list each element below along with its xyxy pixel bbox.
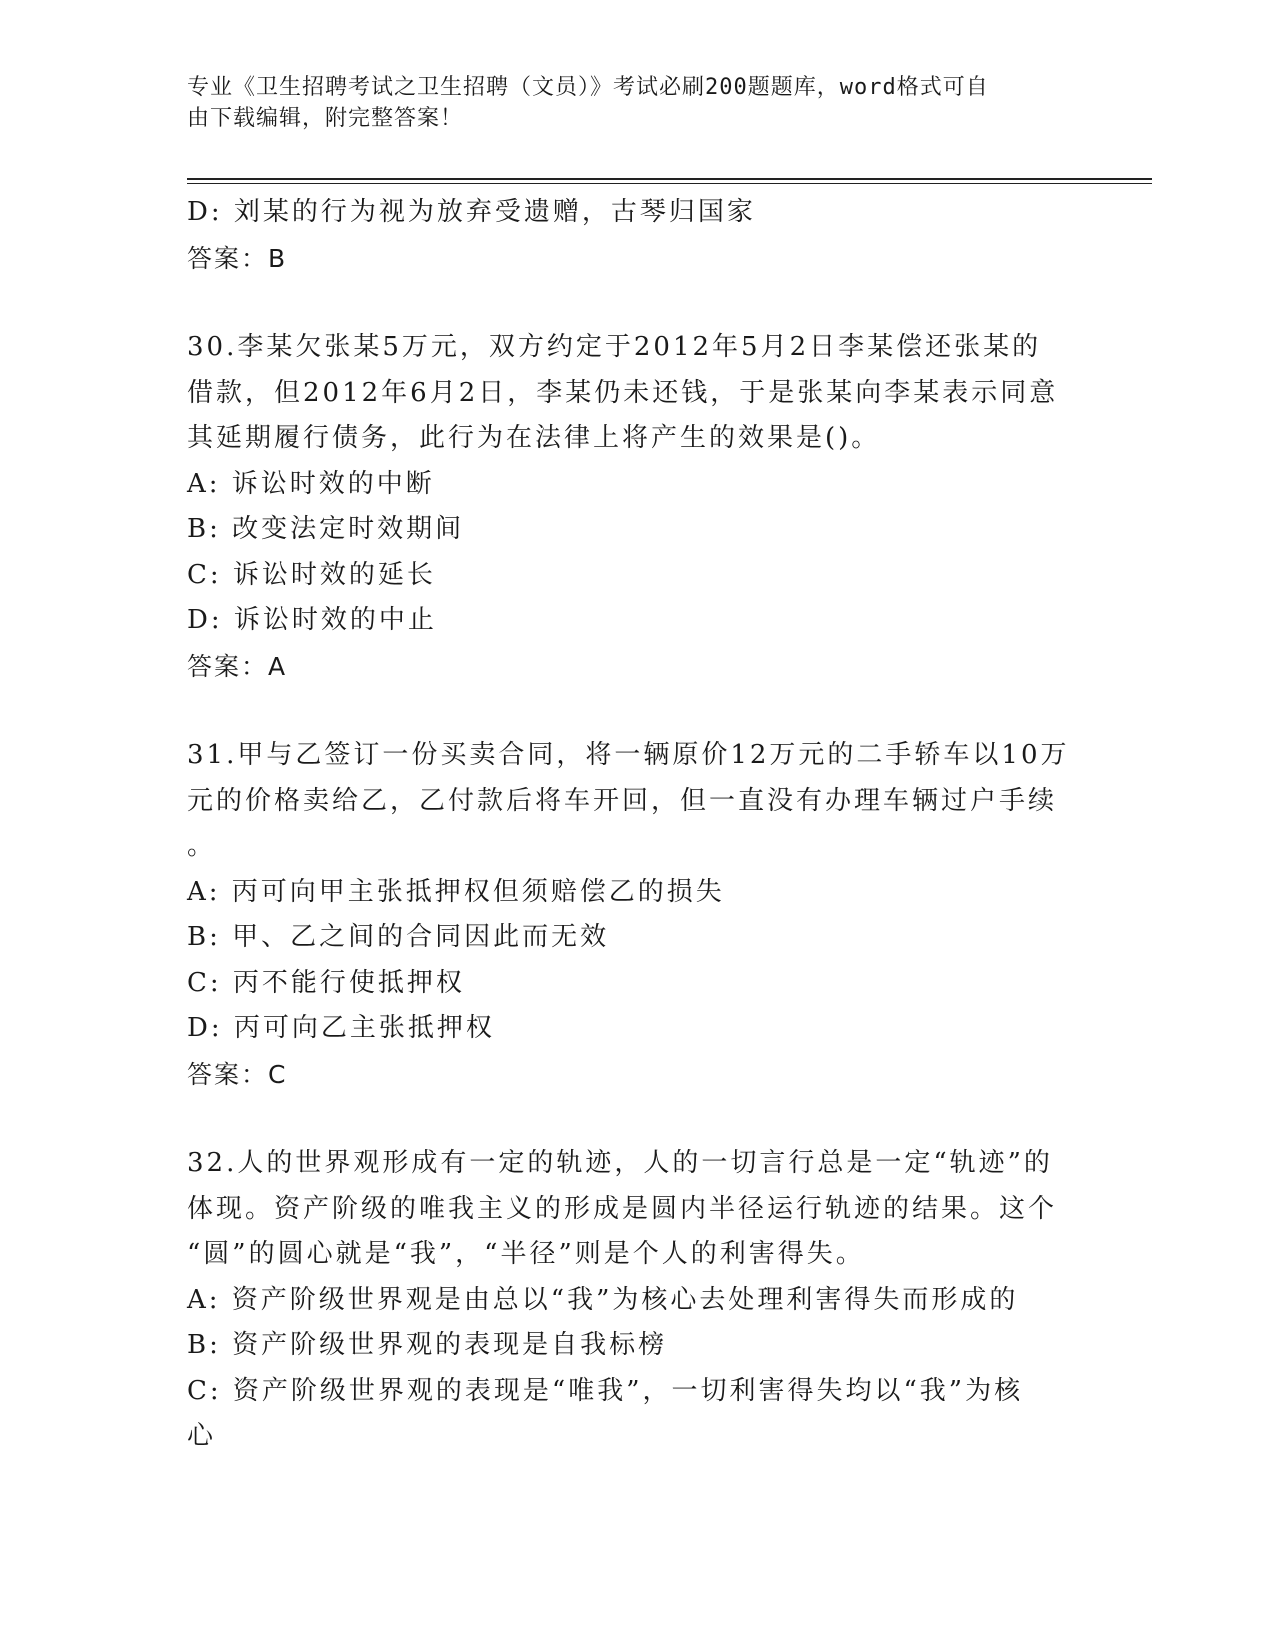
option-b: B: 改变法定时效期间 xyxy=(187,514,465,544)
answer-line: 答案：C xyxy=(187,1059,288,1089)
option-d: D: 丙可向乙主张抵押权 xyxy=(187,1013,495,1043)
question-text-line: 其延期履行债务，此行为在法律上将产生的效果是()。 xyxy=(187,423,881,453)
option-d: D: 诉讼时效的中止 xyxy=(187,605,437,635)
question-31 xyxy=(187,733,1087,1097)
option-b: B: 资产阶级世界观的表现是自我标榜 xyxy=(187,1330,668,1360)
question-32 xyxy=(187,1141,1087,1460)
question-text-line: 借款，但2012年6月2日，李某仍未还钱，于是张某向李某表示同意 xyxy=(187,377,1059,408)
page-header xyxy=(187,72,1067,134)
answer-line: 答案：B xyxy=(187,243,288,273)
header-line-1: 专业《卫生招聘考试之卫生招聘（文员）》考试必刷200题题库，word格式可自 xyxy=(187,75,989,100)
document-body xyxy=(187,190,1087,1460)
spacer xyxy=(187,689,1087,733)
option-a: A: 丙可向甲主张抵押权但须赔偿乙的损失 xyxy=(187,876,725,907)
question-text-line: “圆”的圆心就是“我”，“半径”则是个人的利害得失。 xyxy=(187,1239,865,1269)
header-divider-thick xyxy=(187,178,1152,180)
option-b: B: 甲、乙之间的合同因此而无效 xyxy=(187,922,610,952)
option-a: A: 资产阶级世界观是由总以“我”为核心去处理利害得失而形成的 xyxy=(187,1284,1019,1315)
question-text-line: 32.人的世界观形成有一定的轨迹，人的一切言行总是一定“轨迹”的 xyxy=(187,1148,1053,1178)
answer-line: 答案：A xyxy=(187,651,288,681)
option-c: C: 诉讼时效的延长 xyxy=(187,559,436,590)
question-text-line: 。 xyxy=(187,831,217,861)
option-d: D: 刘某的行为视为放弃受遗赠，古琴归国家 xyxy=(187,197,756,227)
question-text-line: 30.李某欠张某5万元，双方约定于2012年5月2日李某偿还张某的 xyxy=(187,332,1042,362)
option-c: C: 丙不能行使抵押权 xyxy=(187,967,465,998)
question-text-line: 体现。资产阶级的唯我主义的形成是圆内半径运行轨迹的结果。这个 xyxy=(187,1193,1058,1224)
header-line-2: 由下载编辑，附完整答案！ xyxy=(187,106,464,131)
question-text-line: 元的价格卖给乙，乙付款后将车开回，但一直没有办理车辆过户手续 xyxy=(187,785,1058,816)
option-c-continued: 心 xyxy=(187,1421,217,1451)
option-c: C: 资产阶级世界观的表现是“唯我”，一切利害得失均以“我”为核 xyxy=(187,1375,1024,1406)
spacer xyxy=(187,1097,1087,1141)
spacer xyxy=(187,281,1087,325)
option-a: A: 诉讼时效的中断 xyxy=(187,468,435,499)
question-30 xyxy=(187,325,1087,689)
question-text-line: 31.甲与乙签订一份买卖合同，将一辆原价12万元的二手轿车以10万 xyxy=(187,740,1070,770)
header-divider-thin xyxy=(187,183,1152,184)
